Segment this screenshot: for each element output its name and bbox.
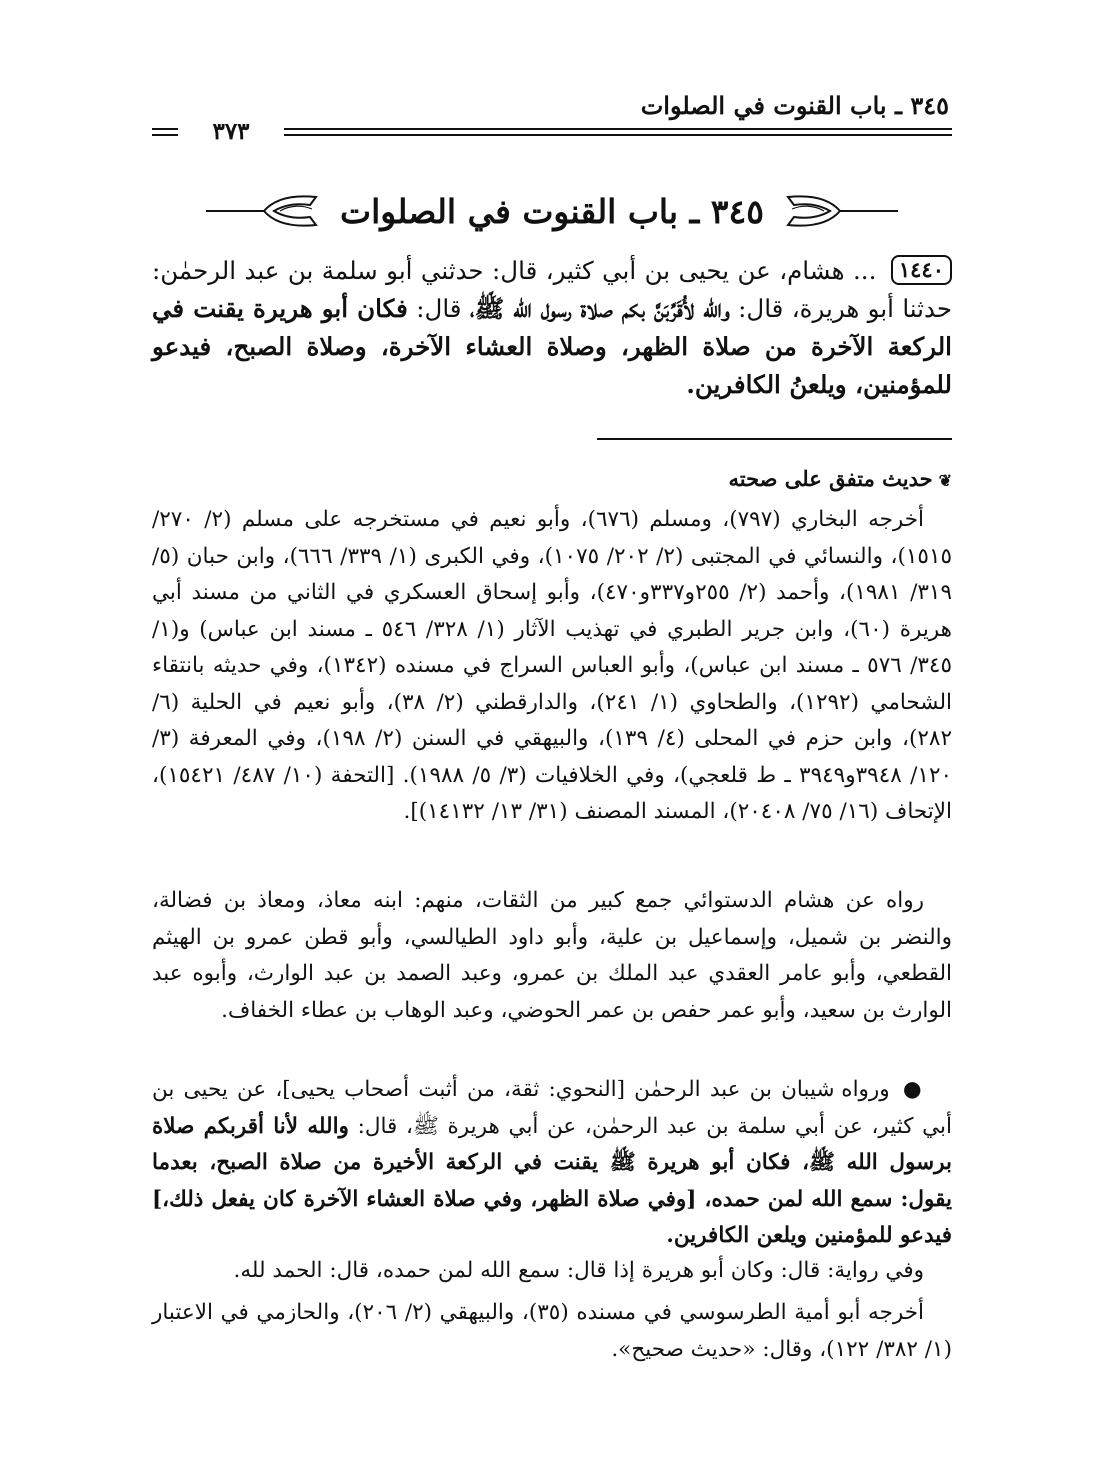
hadith-status — [729, 466, 953, 491]
running-head: ٣٤٥ ـ باب القنوت في الصلوات — [640, 91, 949, 120]
leaf-ornament-icon: ❦ — [938, 471, 952, 490]
hadith-mid: قال: — [416, 294, 462, 323]
chapter-title: ٣٤٥ ـ باب القنوت في الصلوات — [340, 191, 764, 231]
takhrij-paragraph: أخرجه البخاري (٧٩٧)، ومسلم (٦٧٦)، وأبو نعيم في مستخرجه على مسلم (٢/ ٢٧٠/ ١٥١٥)، والنسائي في المجتبى (٢/ ٢٠٢/ ١٠٧٥)، وفي الكبرى (١/ ٣٣٩/ ٦٦٦)، وابن حبان (٥/ ٣١٩/ ١٩٨١)، وأحمد (٢/ ٢٥٥و٣٣٧و٤٧٠)، وأبو إسحاق العسكري في الثاني من مسند أبي هريرة (٦٠)، وابن جرير الطبري في تهذيب الآثار (١/ ٣٢٨/ ٥٤٦ ـ مسند ابن عباس) و(١/ ٣٤٥/ ٥٧٦ ـ مسند ابن عباس)، وأبو العباس السراج في مسنده (١٣٤٢)، وفي حديثه بانتقاء الشحامي (١٢٩٢)، والطحاوي (١/ ٢٤١)، والدارقطني (٢/ ٣٨)، وأبو نعيم في الحلية (٦/ ٢٨٢)، وابن حزم في المحلى (٤/ ١٣٩)، والبيهقي في السنن (٢/ ١٩٨)، وفي المعرفة (٣/ ١٢٠/ ٣٩٤٨و٣٩٤٩ ـ ط قلعجي)، وفي الخلافيات (٣/ ٥/ ١٩٨٨). [التحفة (١٠/ ٤٨٧/ ١٥٤٢١)، الإتحاف (١٦/ ٧٥/ ٢٠٤٠٨)، المسند المصنف (٣١/ ١٣/ ١٤١٣٢)]. — [152, 507, 953, 824]
shayban-lead: ورواه شيبان بن عبد الرحمٰن [النحوي: ثقة، من أثبت أصحاب يحيى]، عن يحيى بن أبي كثير، عن أبي سلمة بن عبد الرحمٰن، عن أبي هريرة ﷺ، قال: — [152, 1077, 952, 1139]
right-ornament-icon — [780, 191, 900, 231]
bullet-icon: ● — [902, 1077, 924, 1102]
page-number: ٣٧٣ — [178, 112, 284, 150]
hadith-intro: ... هشام، عن يحيى بن أبي كثير، قال: حدثني أبو سلمة بن عبد الرحمٰن: حدثنا أبو هريرة، قال: — [152, 256, 953, 323]
status-label: حديث متفق على صحته — [728, 466, 933, 491]
section-divider — [597, 438, 952, 440]
hadith-text — [152, 252, 952, 404]
left-ornament-icon — [204, 191, 324, 231]
shayban-paragraph — [152, 1072, 952, 1255]
hadith-number: ١٤٤٠ — [891, 255, 952, 285]
hadith-matn-1: والله لأُقَرِّبَنَّ بكم صلاة رسول الله ﷺ، — [469, 294, 730, 323]
final-takhrij-paragraph: أخرجه أبو أمية الطرسوسي في مسنده (٣٥)، والبيهقي (٢/ ٢٠٦)، والحازمي في الاعتبار (١/ ٣٨٢/ ١٢٢)، وقال: «حديث صحيح». — [152, 1300, 952, 1362]
chapter-title-bar — [152, 185, 952, 237]
riwaya-paragraph: وفي رواية: قال: وكان أبو هريرة إذا قال: سمع الله لمن حمده، قال: الحمد لله. — [233, 1258, 924, 1283]
shayban-matn: والله لأنا أقربكم صلاة برسول الله ﷺ، فكان أبو هريرة ﷺ يقنت في الركعة الأخيرة من صلاة الصبح، بعدما يقول: سمع الله لمن حمده، [وفي صلاة الظهر، وفي صلاة العشاء الآخرة كان يفعل ذلك،] فيدعو للمؤمنين ويلعن الكافرين. — [152, 1113, 952, 1248]
hadith-matn-2: فكان أبو هريرة يقنت في الركعة الآخرة من صلاة الظهر، وصلاة العشاء الآخرة، وصلاة الصبح، فيدعو للمؤمنين، ويلعنُ الكافرين. — [152, 294, 952, 399]
narrators-paragraph: رواه عن هشام الدستوائي جمع كبير من الثقات، منهم: ابنه معاذ، ومعاذ بن فضالة، والنضر بن شميل، وإسماعيل بن علية، وأبو داود الطيالسي، وأبو قطن عمرو بن الهيثم القطعي، وأبو عامر العقدي عبد الملك بن عمرو، وعبد الصمد بن عبد الوارث، وأبوه عبد الوارث بن سعيد، وأبو عمر حفص بن عمر الحوضي، وعبد الوهاب بن عطاء الخفاف. — [152, 888, 952, 1023]
